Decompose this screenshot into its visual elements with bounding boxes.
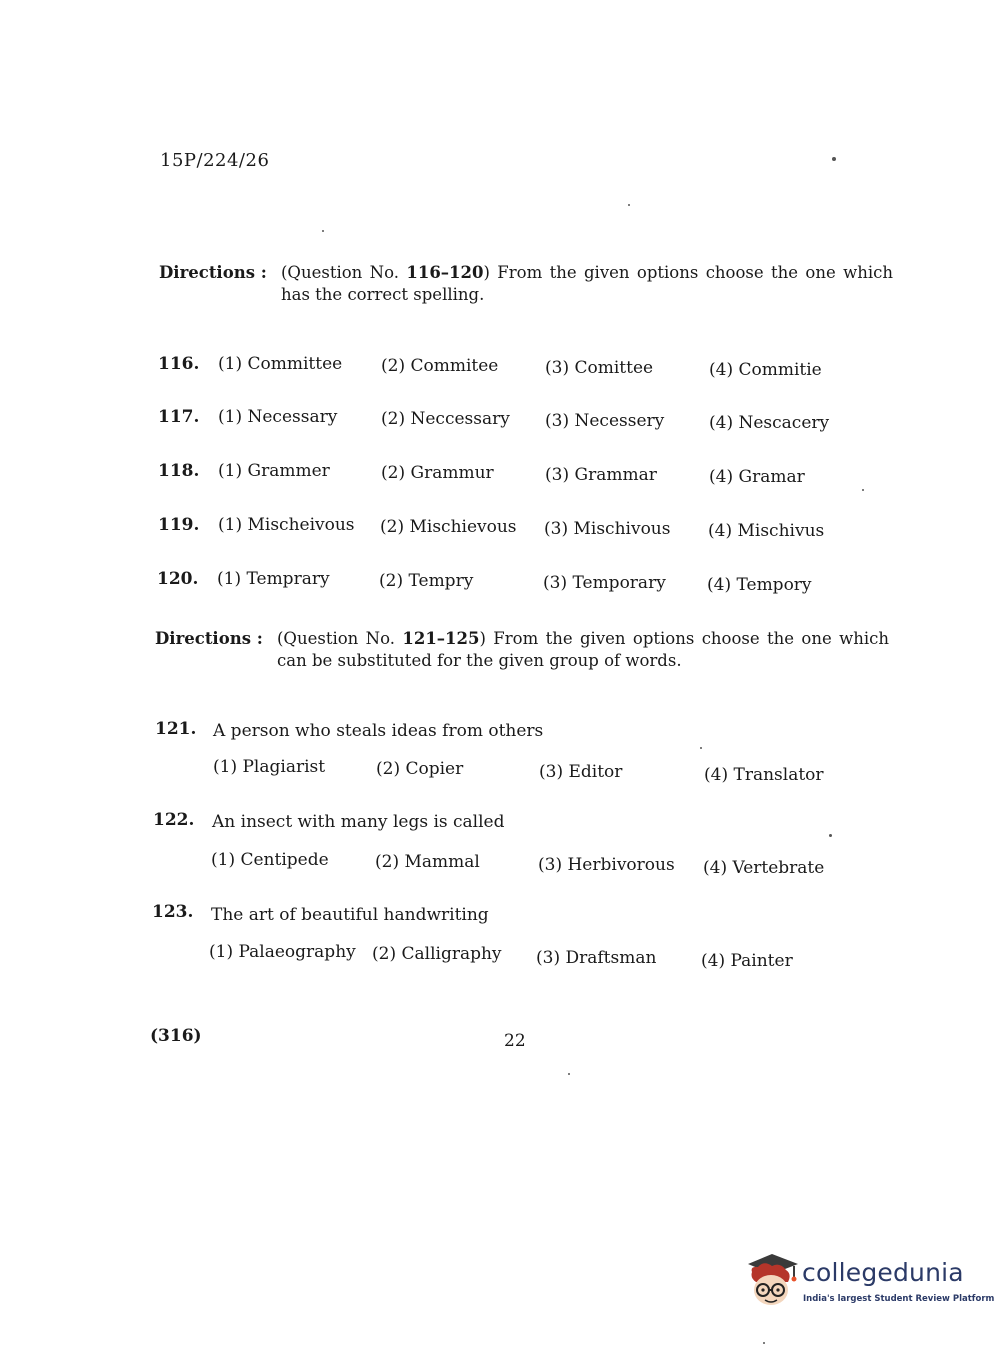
collegedunia-logo [742, 1250, 995, 1310]
option-2: (2) Grammur [381, 463, 494, 483]
option-3: (3) Temporary [543, 573, 666, 593]
question-stem: The art of beautiful handwriting [211, 905, 489, 925]
option-3: (3) Herbivorous [538, 855, 675, 875]
question-number: 121. [155, 719, 197, 739]
option-3: (3) Mischivous [544, 519, 671, 539]
page-number: 22 [504, 1031, 526, 1051]
question-stem: An insect with many legs is called [212, 812, 505, 832]
mascot-icon [742, 1250, 800, 1310]
directions-substitution [155, 628, 895, 678]
option-4: (4) Mischivus [708, 521, 825, 541]
option-1: (1) Grammer [218, 461, 330, 481]
option-2: (2) Tempry [379, 571, 474, 591]
option-4: (4) Painter [701, 951, 793, 971]
question-number: 118. [158, 461, 200, 481]
option-4: (4) Gramar [709, 467, 805, 487]
option-2: (2) Mischievous [380, 517, 517, 537]
logo-tagline: India's largest Student Review Platform [803, 1294, 995, 1304]
logo-wordmark: collegedunia [802, 1258, 964, 1287]
option-3: (3) Comittee [545, 358, 654, 378]
scan-speck [700, 747, 702, 749]
question-number: 117. [158, 407, 200, 427]
option-2: (2) Commitee [381, 356, 499, 376]
option-1: (1) Temprary [217, 569, 330, 589]
scan-speck [628, 204, 630, 206]
paper-series-code: (316) [150, 1026, 202, 1046]
directions-spelling [159, 262, 899, 312]
option-1: (1) Palaeography [209, 942, 356, 962]
scan-speck [829, 834, 832, 837]
option-1: (1) Necessary [218, 407, 338, 427]
option-1: (1) Committee [218, 354, 343, 374]
option-1: (1) Plagiarist [213, 757, 326, 777]
question-number: 123. [152, 902, 194, 922]
option-4: (4) Translator [704, 765, 824, 785]
scan-speck [568, 1073, 570, 1075]
scan-speck [832, 157, 836, 161]
directions-label: Directions : [159, 263, 267, 282]
option-2: (2) Neccessary [381, 409, 510, 429]
question-number: 120. [157, 569, 199, 589]
paper-code: 15P/224/26 [160, 150, 270, 171]
option-4: (4) Vertebrate [703, 858, 825, 878]
option-3: (3) Necessery [545, 411, 665, 431]
scan-speck [322, 230, 324, 232]
option-2: (2) Calligraphy [372, 944, 502, 964]
question-number: 116. [158, 354, 200, 374]
directions-text: (Question No. 116–120) From the given options choose the one which has the correct spelling. [281, 263, 894, 304]
option-1: (1) Mischeivous [218, 515, 355, 535]
option-1: (1) Centipede [211, 850, 329, 870]
option-4: (4) Tempory [707, 575, 812, 595]
scan-speck [763, 1342, 765, 1344]
question-stem: A person who steals ideas from others [213, 721, 544, 741]
option-4: (4) Nescacery [709, 413, 830, 433]
scan-speck [862, 489, 864, 491]
option-3: (3) Draftsman [536, 948, 657, 968]
option-3: (3) Editor [539, 762, 623, 782]
option-2: (2) Copier [376, 759, 464, 779]
option-3: (3) Grammar [545, 465, 657, 485]
directions-label: Directions : [155, 629, 263, 648]
option-2: (2) Mammal [375, 852, 480, 872]
option-4: (4) Commitie [709, 360, 822, 380]
directions-text: (Question No. 121–125) From the given options choose the one which can be substituted for the given group of words. [277, 629, 890, 670]
question-number: 119. [158, 515, 200, 535]
question-number: 122. [153, 810, 195, 830]
